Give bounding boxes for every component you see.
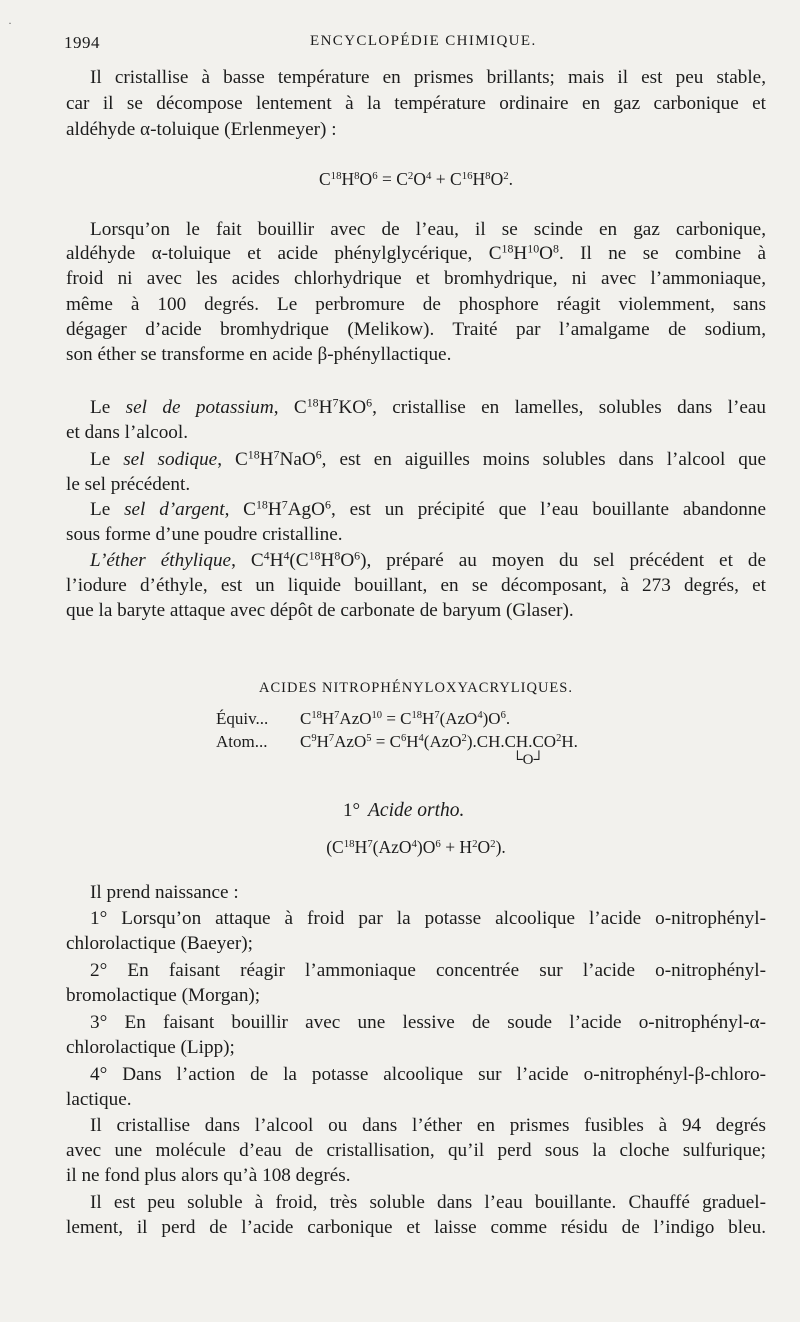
equation: $C^{18}H^8O^6 = C^2O^4 + C^{16}H^8O^2$.	[318, 169, 514, 189]
text-line: lement, il perd de l’acide carbonique et laisse comme résidu de l’indigo bleu.	[66, 1217, 766, 1238]
subsection-title: Acide ortho.	[368, 800, 465, 821]
text-line: Le sel sodique, $C^{18}H^7NaO^6$, est en aiguilles moins solubles dans l’alcool que	[90, 447, 766, 470]
section-title: ACIDES NITROPHÉNYLOXYACRYLIQUES.	[259, 680, 573, 696]
text-line: dégager d’acide bromhydrique (Melikow). Traité par l’amalgame de sodium,	[66, 319, 766, 340]
text-line: le sel précédent.	[66, 474, 191, 495]
text-line: Le sel de potassium, $C^{18}H^7KO^6$, cristallise en lamelles, solubles dans l’eau	[90, 395, 766, 418]
text-line: son éther se transforme en acide β-phényllactique.	[66, 344, 452, 365]
atom-label: Atom...	[216, 732, 268, 751]
text-line: aldéhyde α-toluique (Erlenmeyer) :	[66, 119, 337, 140]
subsection-formula: $(C^{18}H^7(AzO^4)O^6 + H^2O^2)$.	[326, 837, 506, 857]
text-line: et dans l’alcool.	[66, 422, 189, 443]
text-line: L’éther éthylique, $C^4H^4(C^{18}H^8O^6)$, préparé au moyen du sel précédent et de	[90, 548, 766, 571]
margin-mark: ·	[8, 16, 12, 30]
atom-bracket: └O┘	[512, 752, 545, 768]
list-item-line: chlorolactique (Lipp);	[66, 1037, 235, 1058]
text-line: froid ni avec les acides chlorhydrique et bromhydrique, ni avec l’ammoniaque,	[66, 268, 766, 289]
text-line: Lorsqu’on le fait bouillir avec de l’eau, il se scinde en gaz carbonique,	[90, 219, 766, 240]
list-item-line: bromolactique (Morgan);	[66, 985, 261, 1006]
equiv-formula: $C^{18}H^7AzO^{10} = C^{18}H^7(AzO^4)O^6$.	[300, 709, 511, 728]
list-item-line: chlorolactique (Baeyer);	[66, 933, 253, 954]
text-line: sous forme d’une poudre cristalline.	[66, 524, 343, 545]
text-line: Il est peu soluble à froid, très soluble dans l’eau bouillante. Chauffé graduel-	[90, 1192, 766, 1213]
equiv-label: Équiv...	[216, 709, 269, 728]
text-line: Il cristallise dans l’alcool ou dans l’éther en prismes fusibles à 94 degrés	[90, 1115, 766, 1136]
subsection-number: 1°	[343, 800, 361, 821]
text-line: l’iodure d’éthyle, est un liquide bouillant, en se décomposant, à 273 degrés, et	[66, 575, 766, 596]
list-item-line: 4° Dans l’action de la potasse alcoolique sur l’acide o-nitrophényl-β-chloro-	[90, 1064, 766, 1085]
list-item-line: 1° Lorsqu’on attaque à froid par la potasse alcoolique l’acide o-nitrophényl-	[90, 908, 766, 929]
text-line: aldéhyde α-toluique et acide phénylglycérique, $C^{18}H^{10}O^8$. Il ne se combine à	[66, 241, 766, 264]
atom-formula: $C^9H^7AzO^5 = C^6H^4(AzO^2).CH.CH.CO^2H$.	[300, 732, 578, 751]
text-line: il ne fond plus alors qu’à 108 degrés.	[66, 1165, 351, 1186]
text-line: que la baryte attaque avec dépôt de carbonate de baryum (Glaser).	[66, 600, 574, 621]
running-title: ENCYCLOPÉDIE CHIMIQUE.	[310, 33, 537, 49]
list-item-line: 2° En faisant réagir l’ammoniaque concentrée sur l’acide o-nitrophényl-	[90, 960, 766, 981]
text-line: Le sel d’argent, $C^{18}H^7AgO^6$, est un précipité que l’eau bouillante abandonne	[90, 497, 766, 520]
text-line: avec une molécule d’eau de cristallisation, qu’il perd sous la cloche sulfurique;	[66, 1140, 766, 1161]
list-item-line: lactique.	[66, 1089, 132, 1110]
text-line: même à 100 degrés. Le perbromure de phosphore réagit violemment, sans	[66, 294, 766, 315]
text-line: Il cristallise à basse température en prismes brillants; mais il est peu stable,	[90, 67, 766, 88]
text-line: car il se décompose lentement à la température ordinaire en gaz carbonique et	[66, 93, 766, 114]
text-line: Il prend naissance :	[90, 882, 239, 903]
page-number: 1994	[64, 33, 100, 52]
list-item-line: 3° En faisant bouillir avec une lessive de soude l’acide o-nitrophényl-α-	[90, 1012, 766, 1033]
